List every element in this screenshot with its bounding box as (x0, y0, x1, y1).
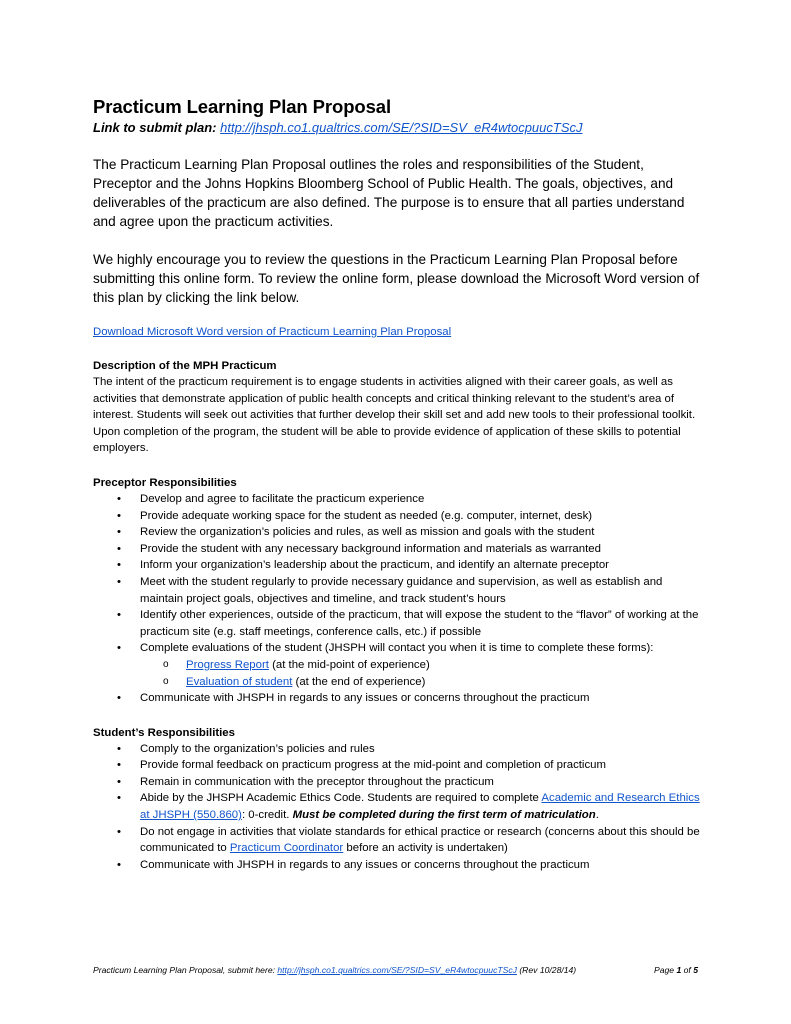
bullet-marker: • (117, 792, 121, 805)
list-item: • Comply to the organization’s policies and rules (93, 741, 703, 758)
list-item: • Review the organization’s policies and rules, as well as mission and goals with the student (93, 524, 703, 541)
practicum-coordinator-link[interactable]: Practicum Coordinator (229, 842, 344, 855)
sub-bullet-marker: o (163, 675, 169, 687)
evaluation-forms-list (140, 657, 703, 690)
list-item: • Identify other experiences, outside of the practicum, that will expose the student to the “flavor” of working at the practicum site (e.g. staff meetings, conference calls, etc.) if possible (117, 609, 699, 638)
list-item: • Develop and agree to facilitate the practicum experience (93, 491, 703, 508)
description-heading: Description of the MPH Practicum (93, 360, 277, 372)
bullet-marker: • (117, 492, 121, 505)
document-page (93, 96, 703, 873)
list-item: • Do not engage in activities that violate standards for ethical practice or research (concerns about this should be communicated to Practicum Coordinator before an activity is undertaken) (117, 825, 700, 855)
preceptor-heading: Preceptor Responsibilities (93, 476, 237, 489)
bullet-marker: • (117, 526, 121, 539)
bullet-marker: • (117, 825, 121, 838)
bullet-marker: • (117, 575, 121, 588)
list-item: • Abide by the JHSPH Academic Ethics Code. Students are required to complete Academic and Research Ethics at JHSPH (550.860): 0-credit. Must be completed during the first term of matriculation. (117, 792, 700, 822)
intro-paragraph-2: We highly encourage you to review the questions in the Practicum Learning Plan Proposal before submitting this online form. To review the online form, please download the Microsoft Word version of this plan by clicking the link below. (93, 252, 700, 305)
footer-revision: (Rev 10/28/14) (516, 965, 577, 975)
ethics-course-link[interactable]: Academic and Research Ethics at JHSPH (550.860) (140, 792, 700, 822)
description-body: The intent of the practicum requirement is to engage students in activities aligned with their career goals, as well as activities that demonstrate application of public health concepts and critical thinking relevant to the student’s area of interest. Students will seek out activities that further develop their skill set and add new tools to their professional toolkit. Upon completion of the program, the student will be able to provide evidence of application of these skills to potential employers. (93, 376, 696, 455)
list-item: • Provide the student with any necessary background information and materials as warranted (93, 541, 703, 558)
bullet-marker: • (117, 609, 121, 622)
bullet-marker: • (117, 692, 121, 705)
preceptor-list (93, 491, 703, 707)
submit-plan-label: Link to submit plan: (93, 120, 217, 135)
submit-plan-link[interactable]: http://jhsph.co1.qualtrics.com/SE/?SID=SV_eR4wtocpuucTScJ (220, 120, 583, 135)
evaluation-of-student-link[interactable]: Evaluation of student (186, 675, 293, 688)
bullet-marker: • (117, 542, 121, 555)
list-item: • Complete evaluations of the student (JHSPH will contact you when it is time to complete these forms): o Progress Report (at the mid-point of experience) o Evaluation of student (at the end of experience) (93, 640, 703, 690)
student-list (93, 741, 703, 874)
footer-prefix: Practicum Learning Plan Proposal, submit here: (93, 965, 278, 975)
list-item: • Provide formal feedback on practicum progress at the mid-point and completion of practicum (93, 757, 703, 774)
footer-submit-link[interactable]: http://jhsph.co1.qualtrics.com/SE/?SID=SV_eR4wtocpuucTScJ (277, 965, 517, 975)
bullet-marker: • (117, 775, 121, 788)
list-item: • Provide adequate working space for the student as needed (e.g. computer, internet, desk) (93, 508, 703, 525)
student-heading: Student’s Responsibilities (93, 726, 235, 739)
page-number: Page 1 of 5 (654, 965, 698, 975)
list-item: o Evaluation of student (at the end of experience) (140, 674, 703, 691)
bullet-marker: • (117, 559, 121, 572)
list-item: • Communicate with JHSPH in regards to any issues or concerns throughout the practicum (93, 690, 703, 707)
bullet-marker: • (117, 858, 121, 871)
ethics-deadline-note: Must be completed during the first term of matriculation (292, 809, 596, 822)
intro-paragraph-1: The Practicum Learning Plan Proposal outlines the roles and responsibilities of the Student, Preceptor and the Johns Hopkins Bloomberg School of Public Health. The goals, objectives, and deliverables of the practicum are also defined. The purpose is to ensure that all parties understand and agree upon the practicum activities. (93, 157, 685, 229)
download-word-link[interactable]: Download Microsoft Word version of Practicum Learning Plan Proposal (93, 326, 452, 338)
bullet-marker: • (117, 759, 121, 772)
list-item: • Communicate with JHSPH in regards to any issues or concerns throughout the practicum (93, 857, 703, 874)
bullet-marker: • (117, 642, 121, 655)
bullet-marker: • (117, 509, 121, 522)
submit-plan-line (93, 119, 703, 137)
page-footer (93, 964, 703, 976)
list-item: • Meet with the student regularly to provide necessary guidance and supervision, as well as establish and maintain project goals, objectives and timeline, and track student’s hours (117, 575, 663, 605)
list-item: • Remain in communication with the preceptor throughout the practicum (93, 774, 703, 791)
list-item: • Inform your organization’s leadership about the practicum, and identify an alternate preceptor (93, 557, 703, 574)
sub-bullet-marker: o (163, 658, 169, 670)
list-item: o Progress Report (at the mid-point of experience) (140, 657, 703, 674)
page-title: Practicum Learning Plan Proposal (93, 96, 392, 117)
bullet-marker: • (117, 742, 121, 755)
progress-report-link[interactable]: Progress Report (186, 658, 269, 671)
